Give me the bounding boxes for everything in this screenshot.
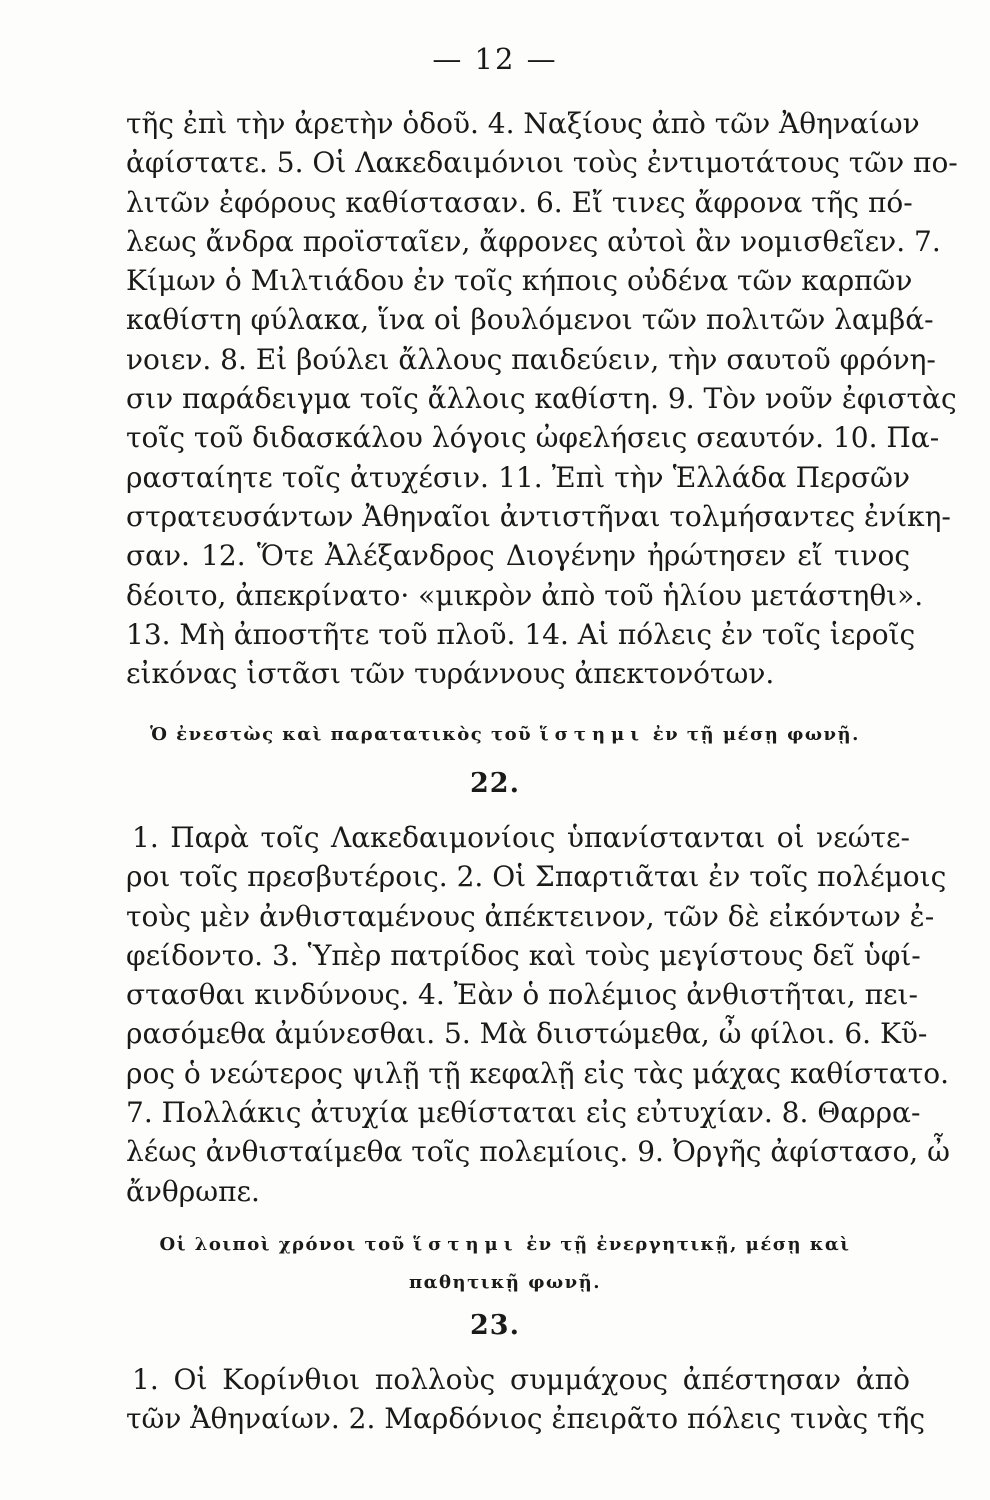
page-number: — 12 — [432,42,558,76]
exercise-text-continued [126,104,958,693]
heading-keyword: ἵστημι [539,724,645,745]
text-line: στασθαι κινδύνους. 4. Ἐὰν ὁ πολέμιος ἀνθιστῆται, πει- [126,978,918,1012]
heading-text: ἐν τῇ μέσῃ φωνῇ. [652,724,860,745]
heading-keyword: ἵστημι [413,1234,519,1255]
text-line: καθίστη φύλακα, ἵνα οἱ βουλόμενοι τῶν πολιτῶν λαμβά- [126,303,934,337]
section-number: 22. [470,768,520,799]
text-line: νοιεν. 8. Εἰ βούλει ἄλλους παιδεύειν, τὴν σαυτοῦ φρόνη- [126,342,936,376]
text-line: λέως ἀνθισταίμεθα τοῖς πολεμίοις. 9. Ὀργῆς ἀφίστασο, ὦ [126,1135,950,1169]
text-line: ρος ὁ νεώτερος ψιλῇ τῇ κεφαλῇ εἰς τὰς μάχας καθίστατο. [126,1056,949,1090]
text-line: λιτῶν ἐφόρους καθίστασαν. 6. Εἴ τινες ἄφρονα τῆς πό- [126,185,913,219]
text-line: σιν παράδειγμα τοῖς ἄλλοις καθίστη. 9. Τὸν νοῦν ἐφιστὰς [126,382,957,416]
text-line: δέοιτο, ἀπεκρίνατο· «μικρὸν ἀπὸ τοῦ ἡλίου μετάστηθι». [126,578,924,612]
text-line: 1. Παρὰ τοῖς Λακεδαιμονίοις ὑπανίστανται οἱ νεώτε- [132,821,910,854]
text-line: λεως ἄνδρα προϊσταῖεν, ἄφρονες αὐτοὶ ἂν νομισθεῖεν. 7. [126,224,941,258]
section-heading [100,724,910,745]
text-line: τοὺς μὲν ἀνθισταμένους ἀπέκτεινον, τῶν δὲ εἰκόντων ἐ- [126,899,935,933]
heading-text: Ὁ ἐνεστὼς καὶ παρατατικὸς τοῦ [150,724,533,745]
text-line: Κίμων ὁ Μιλτιάδου ἐν τοῖς κήποις οὐδένα τῶν καρπῶν [126,264,913,298]
heading-text: ἐν τῇ ἐνεργητικῇ, μέσῃ καὶ [526,1234,851,1255]
text-line: ροι τοῖς πρεσβυτέροις. 2. Οἱ Σπαρτιᾶται ἐν τοῖς πολέμοις [126,860,947,894]
text-line: τῶν Ἀθηναίων. 2. Μαρδόνιος ἐπειρᾶτο πόλεις τινὰς τῆς [126,1402,925,1436]
text-line: ἄνθρωπε. [126,1174,260,1208]
text-line: 1. Οἱ Κορίνθιοι πολλοὺς συμμάχους ἀπέστησαν ἀπὸ [132,1363,910,1396]
text-line: σαν. 12. Ὅτε Ἀλέξανδρος Διογένην ἠρώτησεν εἴ τινος [126,539,910,573]
text-line: ρασόμεθα ἀμύνεσθαι. 5. Μὰ διιστώμεθα, ὦ φίλοι. 6. Κῦ- [126,1017,928,1051]
exercise-text [126,1360,925,1439]
text-line: 13. Μὴ ἀποστῆτε τοῦ πλοῦ. 14. Αἱ πόλεις ἐν τοῖς ἱεροῖς [126,617,916,651]
text-line: τῆς ἐπὶ τὴν ἀρετὴν ὁδοῦ. 4. Ναξίους ἀπὸ τῶν Ἀθηναίων [126,107,920,140]
text-line: φείδοντο. 3. Ὑπὲρ πατρίδος καὶ τοὺς μεγίστους δεῖ ὑφί- [126,938,921,972]
text-line: στρατευσάντων Ἀθηναῖοι ἀντιστῆναι τολμήσαντες ἐνίκη- [126,499,951,533]
section-heading-line2: παθητικῇ φωνῇ. [408,1272,602,1293]
exercise-text [126,818,950,1211]
section-heading [100,1234,910,1255]
text-line: ἀφίστατε. 5. Οἱ Λακεδαιμόνιοι τοὺς ἐντιμοτάτους τῶν πο- [126,146,958,180]
text-line: εἰκόνας ἱστᾶσι τῶν τυράννους ἀπεκτονότων. [126,657,775,691]
text-line: τοῖς τοῦ διδασκάλου λόγοις ὠφελήσεις σεαυτόν. 10. Πα- [126,421,940,455]
text-line: ρασταίητε τοῖς ἀτυχέσιν. 11. Ἐπὶ τὴν Ἑλλάδα Περσῶν [126,460,910,494]
section-number: 23. [470,1310,520,1341]
heading-text: Οἱ λοιποὶ χρόνοι τοῦ [159,1234,406,1255]
text-line: 7. Πολλάκις ἀτυχία μεθίσταται εἰς εὐτυχίαν. 8. Θαρρα- [126,1096,921,1130]
